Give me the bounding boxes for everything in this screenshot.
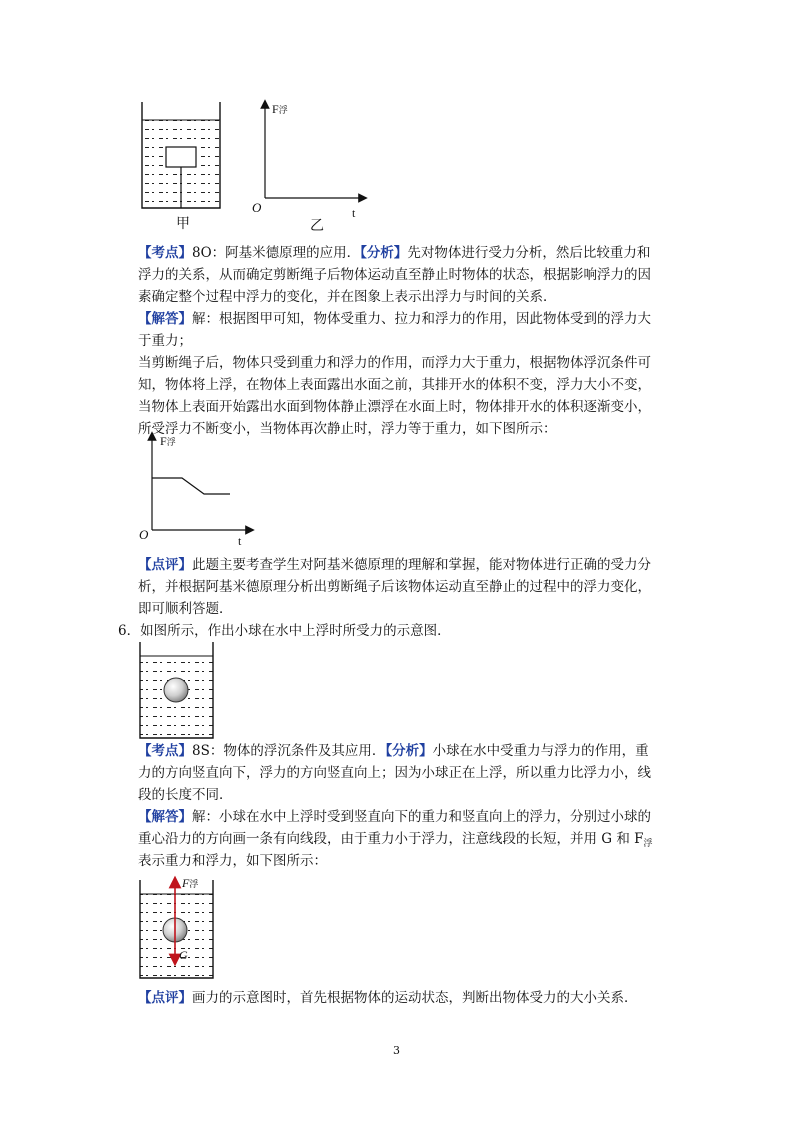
q5-jieda-line-6: 所受浮力不断变小，当物体再次静止时，浮力等于重力，如下图所示： [138, 421, 557, 437]
f-letter: F [182, 876, 190, 890]
page-number: 3 [393, 1044, 400, 1057]
block [166, 147, 196, 167]
q6-kaodian-line [138, 741, 649, 762]
q5-dianping-line-2: 析，并根据阿基米德原理分析出剪断绳子后该物体运动直至静止的过程中的浮力变化， [138, 579, 651, 595]
figure-1 [130, 98, 370, 238]
q5-dianping-line-3: 即可顺利答题． [138, 601, 233, 617]
jieda-tag: 【解答】 [138, 311, 192, 327]
q5-jieda-line-2: 于重力； [138, 333, 192, 349]
fenxi-text: 小球在水中受重力与浮力的作用，重 [432, 743, 649, 759]
dianping-tag: 【点评】 [138, 557, 192, 573]
dianping-text: 画力的示意图时，首先根据物体的运动状态，判断出物体受力的大小关系． [192, 990, 638, 1006]
fenxi-tag: 【分析】 [360, 245, 408, 261]
origin-label: O [252, 200, 262, 215]
jieda-text: 解：小球在水中上浮时受到竖直向下的重力和竖直向上的浮力，分别过小球的 [192, 809, 651, 825]
figure-1-drawing [130, 98, 370, 238]
q6-jieda-line-1 [138, 807, 651, 828]
jieda-tag: 【解答】 [138, 809, 192, 825]
q6-fenxi-line-3: 段的长度不同． [138, 787, 233, 803]
f-axis-label [160, 434, 176, 449]
fenxi-text: 先对物体进行受力分析，然后比较重力和 [407, 245, 651, 261]
q6-dianping-line [138, 988, 638, 1009]
figure-3 [138, 640, 218, 740]
t-axis-label: t [238, 534, 242, 548]
kaodian-text: 8S：物体的浮沉条件及其应用． [192, 743, 386, 759]
gravity-label: G [179, 948, 188, 962]
origin-label: O [139, 527, 149, 542]
q5-jieda-line-5: 当物体上表面开始露出水面到物体静止漂浮在水面上时，物体排开水的体积逐渐变小， [138, 399, 651, 415]
kaodian-tag: 【考点】 [138, 245, 192, 261]
q6-jieda-line-3: 表示重力和浮力，如下图所示： [138, 853, 327, 869]
label-jia: 甲 [176, 216, 190, 232]
q5-fenxi-line-3: 素确定整个过程中浮力的变化，并在图象上表示出浮力与时间的关系． [138, 289, 557, 305]
f-axis-label [272, 102, 288, 117]
graph-yi-axes [265, 104, 363, 198]
figure-2 [136, 430, 256, 552]
figure-4 [138, 872, 218, 980]
question-number: 6． [118, 623, 141, 639]
jieda-text-2: 重心沿力的方向画一条有向线段，由于重力小于浮力，注意线段的长短，并用 G 和 F [138, 831, 644, 847]
beaker-ball-drawing [138, 640, 218, 740]
f-subscript: 浮 [189, 879, 199, 889]
t-axis-label: t [352, 206, 356, 220]
q5-fenxi-line-2: 浮力的关系，从而确定剪断绳子后物体运动直至静止时物体的状态，根据影响浮力的因 [138, 267, 651, 283]
label-yi: 乙 [310, 218, 324, 234]
q6-fenxi-line-2: 力的方向竖直向下，浮力的方向竖直向上；因为小球正在上浮，所以重力比浮力小，线 [138, 765, 651, 781]
q6-question-line [118, 621, 451, 642]
fenxi-tag: 【分析】 [385, 743, 433, 759]
kaodian-tag: 【考点】 [138, 743, 192, 759]
dianping-text: 此题主要考查学生对阿基米德原理的理解和掌握，能对物体进行正确的受力分 [192, 557, 651, 573]
force-diagram [138, 872, 218, 980]
ball [164, 678, 188, 702]
beaker-jia [142, 102, 220, 208]
kaodian-text: 8O：阿基米德原理的应用． [192, 245, 361, 261]
f-subscript: 浮 [278, 105, 288, 115]
dianping-tag: 【点评】 [138, 990, 192, 1006]
f-subscript: 浮 [166, 437, 176, 447]
jieda-text: 解：根据图甲可知，物体受重力、拉力和浮力的作用，因此物体受到的浮力大 [192, 311, 651, 327]
q5-dianping-line-1 [138, 555, 651, 576]
jieda-subscript: 浮 [643, 839, 653, 849]
q5-jieda-line-4: 知，物体将上浮，在物体上表面露出水面之前，其排开水的体积不变，浮力大小不变， [138, 377, 651, 393]
q5-kaodian-line [138, 243, 650, 264]
f-letter: F [272, 102, 279, 116]
question-text: 如图所示，作出小球在水中上浮时所受力的示意图． [140, 623, 451, 639]
q5-jieda-line-3: 当剪断绳子后，物体只受到重力和浮力的作用，而浮力大于重力，根据物体浮沉条件可 [138, 355, 651, 371]
buoyancy-curve [152, 478, 230, 494]
f-letter: F [160, 434, 167, 448]
buoyant-force-label [182, 876, 198, 891]
q5-jieda-line-1 [138, 309, 651, 330]
